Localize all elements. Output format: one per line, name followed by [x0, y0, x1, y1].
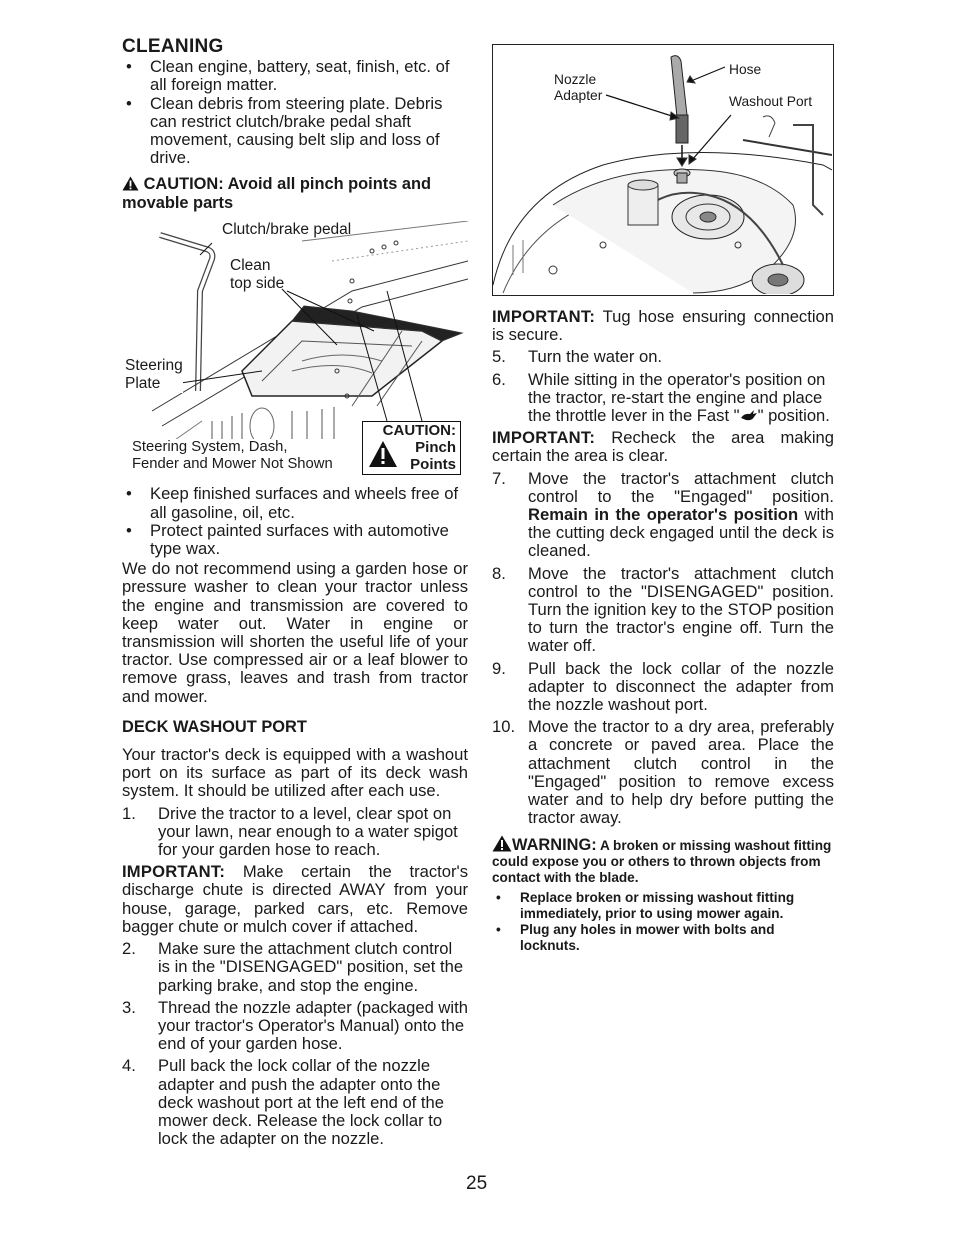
- left-column: [122, 38, 468, 1152]
- list-item: 2. Make sure the attachment clutch control is in the "DISENGAGED" position, set the parking brake, and stop the engine.: [122, 939, 464, 995]
- label-nozzle-adapter: Nozzle Adapter: [554, 72, 603, 103]
- section-heading-cleaning: CLEANING: [122, 36, 224, 57]
- warning-paragraph: WARNING: A broken or missing washout fitting could expose you or others to thrown objects from contact with the blade.: [492, 836, 832, 886]
- list-item: 9. Pull back the lock collar of the nozzle adapter to disconnect the adapter from the nozzle washout port.: [492, 658, 834, 715]
- label-steering-plate: Steering Plate: [125, 357, 183, 393]
- finish-bullets: [122, 485, 468, 558]
- list-item: • Clean debris from steering plate. Debris can restrict clutch/brake pedal shaft movement, causing belt slip and loss of drive.: [122, 95, 468, 168]
- list-item: • Plug any holes in mower with bolts and locknuts.: [492, 922, 834, 954]
- list-item: • Keep finished surfaces and wheels free of all gasoline, oil, etc.: [122, 485, 468, 521]
- steps-list-4: [492, 470, 834, 828]
- list-item: 5. Turn the water on.: [492, 347, 663, 367]
- label-clean-top-side: Clean top side: [230, 257, 285, 293]
- rabbit-fast-icon: [740, 409, 758, 422]
- warning-block: [492, 835, 834, 954]
- label-clutch-brake-pedal: Clutch/brake pedal: [222, 221, 352, 239]
- caution-heading-text: CAUTION: Avoid all pinch points and movable parts: [122, 175, 431, 213]
- important-note-tug: IMPORTANT: Tug hose ensuring connection is secure.: [492, 307, 834, 345]
- cleaning-bullets: [122, 58, 468, 167]
- list-item: • Clean engine, battery, seat, finish, etc. of all foreign matter.: [122, 58, 468, 94]
- list-item: 7. Move the tractor's attachment clutch control to the "Engaged" position. Remain in the operator's position with the cutting deck engaged until the deck is cleaned.: [492, 468, 834, 561]
- deck-paragraph: Your tractor's deck is equipped with a washout port on its surface as part of its deck wash system. It should be utilized after each use.: [122, 745, 468, 801]
- list-item: 6. While sitting in the operator's position on the tractor, re-start the engine and place the throttle lever in the Fast " " position.: [492, 369, 830, 426]
- warning-bullets: [492, 890, 834, 954]
- list-item: 10. Move the tractor to a dry area, preferably a concrete or paved area. Place the attachment clutch control in the "Engaged" position to remove excess water and to help dry before putting the tractor away.: [492, 717, 834, 828]
- list-item: 4. Pull back the lock collar of the nozzle adapter and push the adapter onto the deck washout port at the left end of the mower deck. Release the lock collar to lock the adapter on the nozzle.: [122, 1056, 444, 1149]
- important-note-recheck: IMPORTANT: Recheck the area making certain the area is clear.: [492, 428, 834, 466]
- washout-port-figure: [492, 44, 834, 296]
- washout-port-illustration: [493, 45, 832, 294]
- important-note-chute: IMPORTANT: Make certain the tractor's discharge chute is directed AWAY from your house, garage, parked cars, etc. Remove bagger chute or mulch cover if attached.: [122, 862, 468, 936]
- steps-list-1: [122, 805, 468, 860]
- list-item: 1. Drive the tractor to a level, clear spot on your lawn, near enough to a water spigot for your garden hose to reach.: [122, 803, 458, 860]
- steering-plate-figure: [122, 221, 468, 483]
- right-column: [492, 44, 834, 954]
- steps-list-2: [122, 940, 468, 1148]
- warning-triangle-icon: [122, 176, 139, 191]
- warning-triangle-icon: [368, 440, 398, 468]
- list-item: • Protect painted surfaces with automotive type wax.: [122, 522, 468, 558]
- list-item: • Replace broken or missing washout fitting immediately, prior to using mower again.: [492, 890, 834, 922]
- figure-caption: Steering System, Dash, Fender and Mower Not Shown: [132, 439, 333, 473]
- list-item: 3. Thread the nozzle adapter (packaged with your tractor's Operator's Manual) onto the end of your garden hose.: [122, 997, 468, 1054]
- label-washout-port: Washout Port: [729, 94, 813, 109]
- hose-warning-paragraph: We do not recommend using a garden hose or pressure washer to clean your tractor unless the engine and transmission are covered to keep water out. Water in engine or transmission will shorten the useful life of your tractor. Use compressed air or a leaf blower to remove grass, leaves and trash from tractor and mower.: [122, 559, 468, 706]
- caution-heading: [122, 175, 468, 213]
- deck-washout-port-heading: DECK WASHOUT PORT: [122, 717, 307, 736]
- warning-triangle-icon: [492, 835, 512, 852]
- caution-pinch-points-box: CAUTION: Pinch Points: [362, 421, 461, 475]
- list-item: 8. Move the tractor's attachment clutch control to the "DISENGAGED" position. Turn the ignition key to the STOP position to turn the tractor's engine off. Turn the water off.: [492, 563, 834, 656]
- label-hose: Hose: [729, 62, 762, 77]
- steps-list-3: [492, 348, 834, 425]
- page-number: 25: [466, 1173, 488, 1194]
